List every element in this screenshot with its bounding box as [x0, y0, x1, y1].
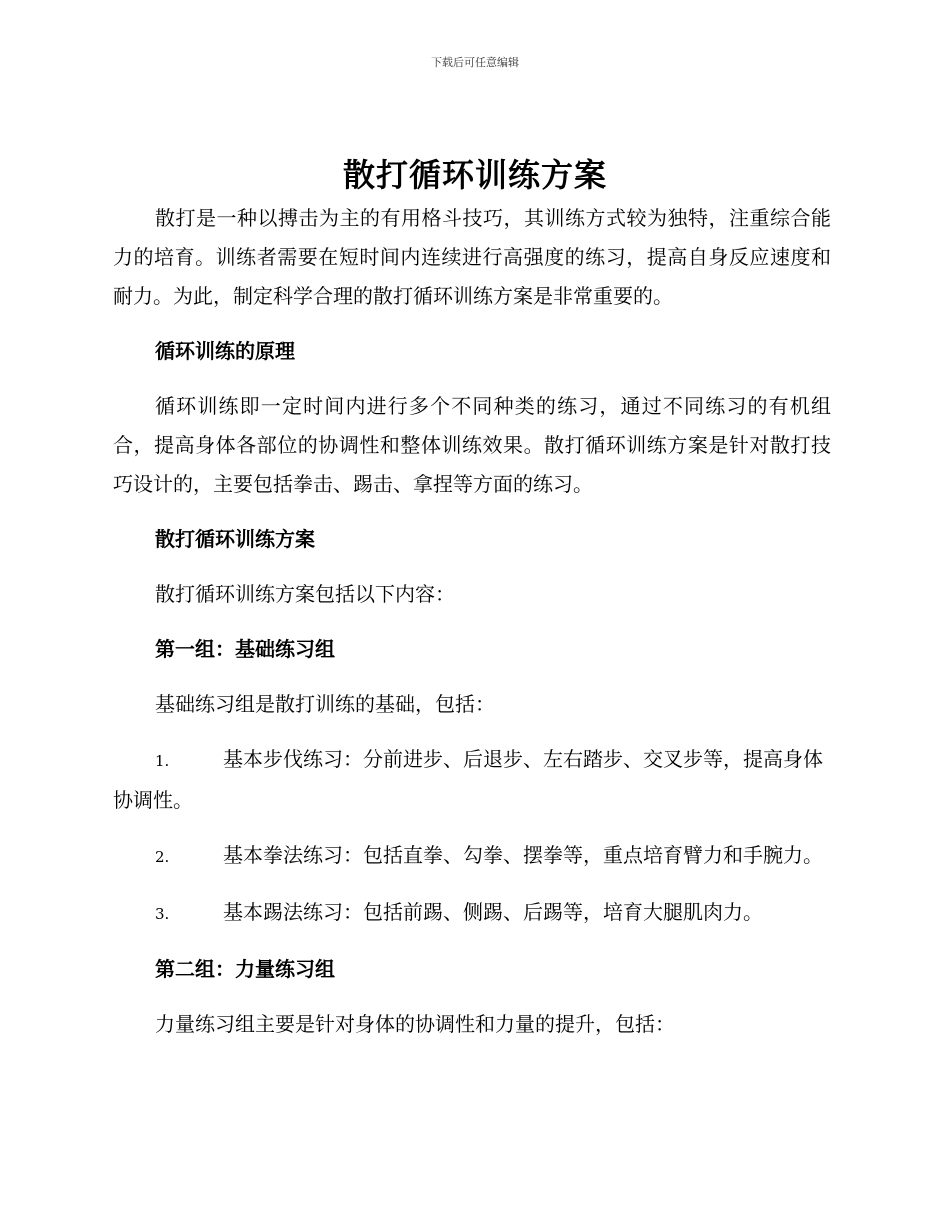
group-heading-basic: 第一组：基础练习组	[155, 637, 335, 661]
section-heading-plan: 散打循环训练方案	[155, 527, 315, 551]
list-item-number: 1.	[155, 752, 170, 770]
list-item-number: 2.	[155, 848, 170, 866]
principle-paragraph: 循环训练即一定时间内进行多个不同种类的练习，通过不同练习的有机组合，提高身体各部位的协调性和整体训练效果。散打循环训练方案是针对散打技巧设计的，主要包括拳击、踢击、拿捏等方面的练习。	[113, 394, 831, 496]
section-heading-principle: 循环训练的原理	[155, 339, 295, 363]
plan-paragraph: 散打循环训练方案包括以下内容：	[155, 582, 455, 606]
intro-paragraph: 散打是一种以搏击为主的有用格斗技巧，其训练方式较为独特，注重综合能力的培育。训练者需要在短时间内连续进行高强度的练习，提高自身反应速度和耐力。为此，制定科学合理的散打循环训练方案是非常重要的。	[113, 206, 831, 308]
basic-group-intro: 基础练习组是散打训练的基础，包括：	[155, 692, 495, 716]
list-item-text: 基本踢法练习：包括前踢、侧踢、后踢等，培育大腿肌肉力。	[223, 900, 763, 924]
document-body	[113, 199, 831, 1060]
list-item	[113, 836, 831, 877]
group-heading-strength: 第二组：力量练习组	[155, 957, 335, 981]
document-title: 散打循环训练方案	[342, 156, 607, 194]
page-header-note: 下载后可任意编辑	[431, 56, 519, 69]
strength-group-intro: 力量练习组主要是针对身体的协调性和力量的提升，包括：	[155, 1012, 675, 1036]
list-item	[113, 893, 831, 934]
list-item-text: 基本步伐练习：分前进步、后退步、左右踏步、交叉步等，提高身体协调性。	[113, 747, 823, 812]
list-item	[113, 740, 831, 820]
list-item-number: 3.	[155, 905, 170, 923]
list-item-text: 基本拳法练习：包括直拳、勾拳、摆拳等，重点培育臂力和手腕力。	[223, 843, 823, 867]
